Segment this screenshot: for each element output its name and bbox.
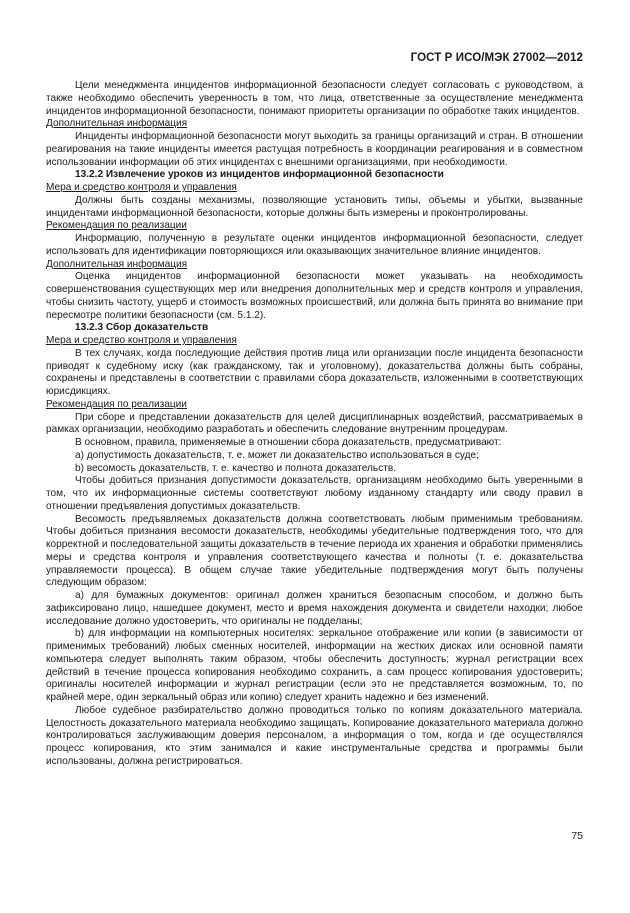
document-body bbox=[46, 80, 583, 769]
paragraph-admissibility: Чтобы добиться признания допустимости доказательств, организациям необходимо быть уверенными в том, что их информационные системы соответствуют любому изданному стандарту или своду правил в отношении предъявления допустимых доказательств. bbox=[46, 475, 583, 512]
subheading-additional-info: Дополнительная информация bbox=[46, 118, 188, 130]
paragraph-rules-intro: В основном, правила, применяемые в отношении сбора доказательств, предусматривают: bbox=[75, 437, 502, 448]
subheading-control-measure: Мера и средство контроля и управления bbox=[46, 335, 237, 346]
list-item-admissibility: a) допустимость доказательств, т. е. может ли доказательство использоваться в суде; bbox=[75, 449, 479, 461]
paragraph-cross-border: Инциденты информационной безопасности могут выходить за границы организаций и стран. В отношении реагирования на такие инциденты имеется растущая потребность в координации реагирования и в совместном использовании информации об этих инцидентах с внешними организациями, при необходимости. bbox=[46, 131, 583, 168]
paragraph-mechanisms: Должны быть созданы механизмы, позволяющие установить типы, объемы и убытки, вызванные инцидентами информационной безопасности, которые должны быть измерены и проконтролированы. bbox=[46, 194, 583, 219]
section-heading-13-2-2: 13.2.2 Извлечение уроков из инцидентов информационной безопасности bbox=[75, 169, 444, 181]
list-item-computer-media: b) для информации на компьютерных носителях: зеркальное отображение или копии (в зависимости от применимых требований) любых сменных носителей, информации на жестких дисках или основной памяти компьютера следует выполнять таким образом, чтобы обеспечить доступность; журнал регистрации всех действий в течение процесса копирования необходимо сохранить, а сам процесс копирования удостоверить; оригиналы носителей информации и журнал регистрации (если это не представляется возможным, то, по крайней мере, один зеркальный образ или копию) следует хранить надежно и без изменений. bbox=[46, 628, 583, 703]
list-item-paper-documents: a) для бумажных документов: оригинал должен храниться безопасным способом, и должно быть зафиксировано лицо, нашедшее документ, место и время нахождения документа и свидетели находки; любое исследование должно удостоверить, что оригиналы не подделаны; bbox=[46, 590, 583, 627]
subheading-control-measure: Мера и средство контроля и управления bbox=[46, 182, 237, 193]
paragraph-evaluation-use: Информацию, полученную в результате оценки инцидентов информационной безопасности, следует использовать для идентификации повторяющихся или оказывающих значительное влияние инцидентов. bbox=[46, 233, 583, 257]
subheading-additional-info: Дополнительная информация bbox=[46, 258, 188, 270]
page-number: 75 bbox=[571, 830, 583, 842]
paragraph-forensic-copies: Любое судебное разбирательство должно проводиться только по копиям доказательного материала. Целостность доказательного материала необходимо защищать. Копирование доказательного материала должно контролироваться заслуживающим доверия персоналом, а информация о том, когда и где осуществлялся процесс копирования, кто этим занимался и какие инструментальные средства и программы были использованы, должна регистрироваться. bbox=[46, 704, 583, 767]
paragraph-internal-procedures: При сборе и представлении доказательств для целей дисциплинарных воздействий, рассматриваемых в рамках организации, необходимо разработать и обеспечить следование внутренним процедурам. bbox=[46, 411, 583, 436]
subheading-implementation: Рекомендация по реализации bbox=[46, 398, 187, 410]
paragraph-evaluation-improvement: Оценка инцидентов информационной безопасности может указывать на необходимость совершенствования существующих мер или внедрения дополнительных мер и средств контроля и управления, чтобы снизить частоту, ущерб и стоимость возможных происшествий, или должна быть принята во внимание при пересмотре политики безопасности (см. 5.1.2). bbox=[46, 271, 583, 321]
standard-header: ГОСТ Р ИСО/МЭК 27002—2012 bbox=[410, 52, 583, 64]
paragraph-legal-action: В тех случаях, когда последующие действия против лица или организации после инцидента безопасности приводят к судебному иску (как гражданскому, так и уголовному), доказательства должны быть собраны, сохранены и представлены в соответствии с правилами сбора доказательств, изложенными в соответствующих юрисдикциях. bbox=[46, 347, 583, 397]
subheading-implementation: Рекомендация по реализации bbox=[46, 220, 187, 232]
paragraph-management-goals: Цели менеджмента инцидентов информационной безопасности следует согласовать с руководством, а также необходимо обеспечить уверенность в том, что лица, ответственные за осуществление менеджмента инцидентов информационной безопасности, понимают приоритеты организации по обработке таких инцидентов. bbox=[46, 80, 583, 117]
section-heading-13-2-3: 13.2.3 Сбор доказательств bbox=[75, 322, 209, 334]
paragraph-weight: Весомость предъявляемых доказательств должна соответствовать любым применимым требованиям. Чтобы добиться признания весомости доказательств, необходимы убедительные подтверждения того, что для корректной и последовательной защиты доказательств в течение периода их хранения и обработки применялись меры и средства контроля и управления соответствующего качества и полноты (т. е. доказательства управляемости процесса). В общем случае такие убедительные подтверждения могут быть получены следующим образом: bbox=[46, 513, 583, 589]
list-item-weight: b) весомость доказательств, т. е. качество и полнота доказательств. bbox=[75, 462, 397, 474]
